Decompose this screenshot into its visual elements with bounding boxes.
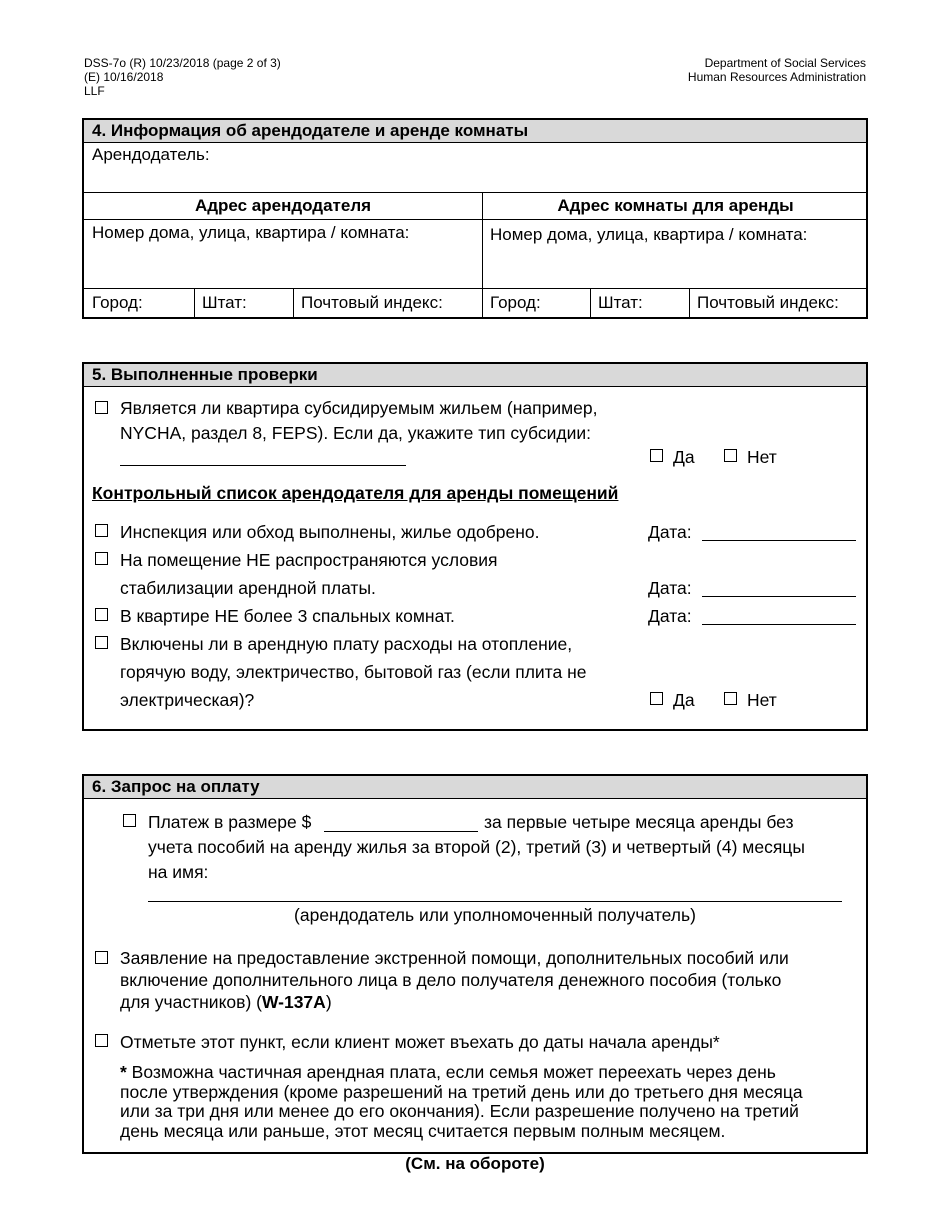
landlord-zip-field[interactable]: Почтовый индекс:	[301, 293, 443, 312]
form-w137a-reference: W-137A	[261, 992, 326, 1012]
note-line4: день месяца или раньше, этот месяц считается первым полным месяцем.	[120, 1120, 726, 1141]
landlord-state-field[interactable]: Штат:	[202, 293, 247, 312]
payment-prefix: Платеж в размере $	[148, 812, 312, 832]
see-reverse-note: (См. на обороте)	[405, 1154, 545, 1173]
divider	[194, 288, 195, 317]
checklist-title: Контрольный список арендодателя для аренды помещений	[92, 483, 619, 503]
emergency-line3: для участников) (W-137A)	[120, 992, 332, 1012]
divider	[84, 192, 866, 193]
payment-checkbox[interactable]	[123, 814, 136, 827]
inspection-date-input[interactable]	[702, 540, 856, 541]
payment-line2: учета пособий на аренду жилья за второй (2), третий (3) и четвертый (4) месяцы	[148, 837, 805, 857]
emergency-line1: Заявление на предоставление экстренной помощи, дополнительных пособий или	[120, 948, 789, 968]
form-id-block	[84, 56, 281, 98]
utilities-line2: горячую воду, электричество, бытовой газ (если плита не	[120, 662, 587, 682]
emergency-assistance-checkbox[interactable]	[95, 951, 108, 964]
section-6-title: 6. Запрос на оплату	[84, 776, 866, 799]
room-address-header: Адрес комнаты для аренды	[557, 196, 794, 215]
subsidy-yes-checkbox[interactable]	[650, 449, 663, 462]
partial-rent-note	[120, 1063, 860, 1141]
utilities-no-label: Нет	[747, 690, 777, 710]
note-line1: * Возможна частичная арендная плата, если семья может переехать через день	[120, 1062, 776, 1082]
landlord-city-field[interactable]: Город:	[92, 293, 143, 312]
form-revision: (E) 10/16/2018	[84, 70, 164, 84]
agency-division: Human Resources Administration	[687, 70, 866, 84]
form-id: DSS-7o (R) 10/23/2018 (page 2 of 3)	[84, 56, 281, 70]
utilities-checkbox[interactable]	[95, 636, 108, 649]
agency-name: Department of Social Services	[704, 56, 866, 70]
rent-stabilization-line1: На помещение НЕ распространяются условия	[120, 550, 498, 570]
agency-block	[688, 56, 866, 84]
rent-stabilization-line2: стабилизации арендной платы.	[120, 578, 376, 598]
subsidy-yes-label: Да	[673, 447, 695, 467]
subsidy-checkbox[interactable]	[95, 401, 108, 414]
section-4-landlord-info	[82, 118, 868, 319]
emergency-assistance-text	[120, 947, 860, 1013]
divider	[84, 288, 866, 289]
utilities-yes-label: Да	[673, 690, 695, 710]
divider	[84, 219, 866, 220]
room-city-field[interactable]: Город:	[490, 293, 541, 312]
divider	[293, 288, 294, 317]
note-line3: или за три дня или менее до его окончания). Если разрешение получено на третий	[120, 1101, 799, 1121]
rent-stabilization-date-input[interactable]	[702, 596, 856, 597]
payment-line3: на имя:	[148, 862, 209, 882]
utilities-line3: электрическая)?	[120, 690, 255, 710]
section-6-payment-request	[82, 774, 868, 1154]
bedrooms-label: В квартире НЕ более 3 спальных комнат.	[120, 606, 455, 626]
utilities-yes-checkbox[interactable]	[650, 692, 663, 705]
subsidy-type-input[interactable]	[120, 465, 406, 466]
section-5-title: 5. Выполненные проверки	[84, 364, 866, 387]
divider	[689, 288, 690, 317]
divider	[590, 288, 591, 317]
payment-suffix: за первые четыре месяца аренды без	[484, 812, 794, 832]
payment-amount-input[interactable]	[324, 831, 478, 832]
room-house-field[interactable]: Номер дома, улица, квартира / комната:	[490, 225, 808, 244]
room-zip-field[interactable]: Почтовый индекс:	[697, 293, 839, 312]
bedrooms-date-input[interactable]	[702, 624, 856, 625]
landlord-label: Арендодатель:	[92, 145, 210, 164]
section-5-checks	[82, 362, 868, 731]
subsidy-question-line1: Является ли квартира субсидируемым жильем (например,	[120, 398, 598, 418]
bedrooms-date-label: Дата:	[648, 606, 692, 626]
section-4-title: 4. Информация об арендодателе и аренде комнаты	[84, 120, 866, 143]
form-code: LLF	[84, 84, 105, 98]
inspection-date-label: Дата:	[648, 522, 692, 542]
room-state-field[interactable]: Штат:	[598, 293, 643, 312]
utilities-no-checkbox[interactable]	[724, 692, 737, 705]
bedrooms-checkbox[interactable]	[95, 608, 108, 621]
utilities-line1: Включены ли в арендную плату расходы на отопление,	[120, 634, 573, 654]
inspection-checkbox[interactable]	[95, 524, 108, 537]
subsidy-question-line2: NYCHA, раздел 8, FEPS). Если да, укажите тип субсидии:	[120, 423, 592, 443]
recipient-caption: (арендодатель или уполномоченный получатель)	[294, 905, 696, 925]
rent-stabilization-date-label: Дата:	[648, 578, 692, 598]
move-in-checkbox[interactable]	[95, 1034, 108, 1047]
landlord-address-header: Адрес арендодателя	[194, 196, 372, 215]
note-line2: после утверждения (кроме разрешений на третий день или до третьего дня месяца	[120, 1081, 803, 1102]
inspection-label: Инспекция или обход выполнены, жилье одобрено.	[120, 522, 540, 542]
move-in-label: Отметьте этот пункт, если клиент может въехать до даты начала аренды*	[120, 1032, 720, 1052]
subsidy-no-label: Нет	[747, 447, 777, 467]
landlord-house-field[interactable]: Номер дома, улица, квартира / комната:	[92, 223, 410, 242]
subsidy-no-checkbox[interactable]	[724, 449, 737, 462]
rent-stabilization-checkbox[interactable]	[95, 552, 108, 565]
emergency-line2: включение дополнительного лица в дело получателя денежного пособия (только	[120, 970, 782, 990]
